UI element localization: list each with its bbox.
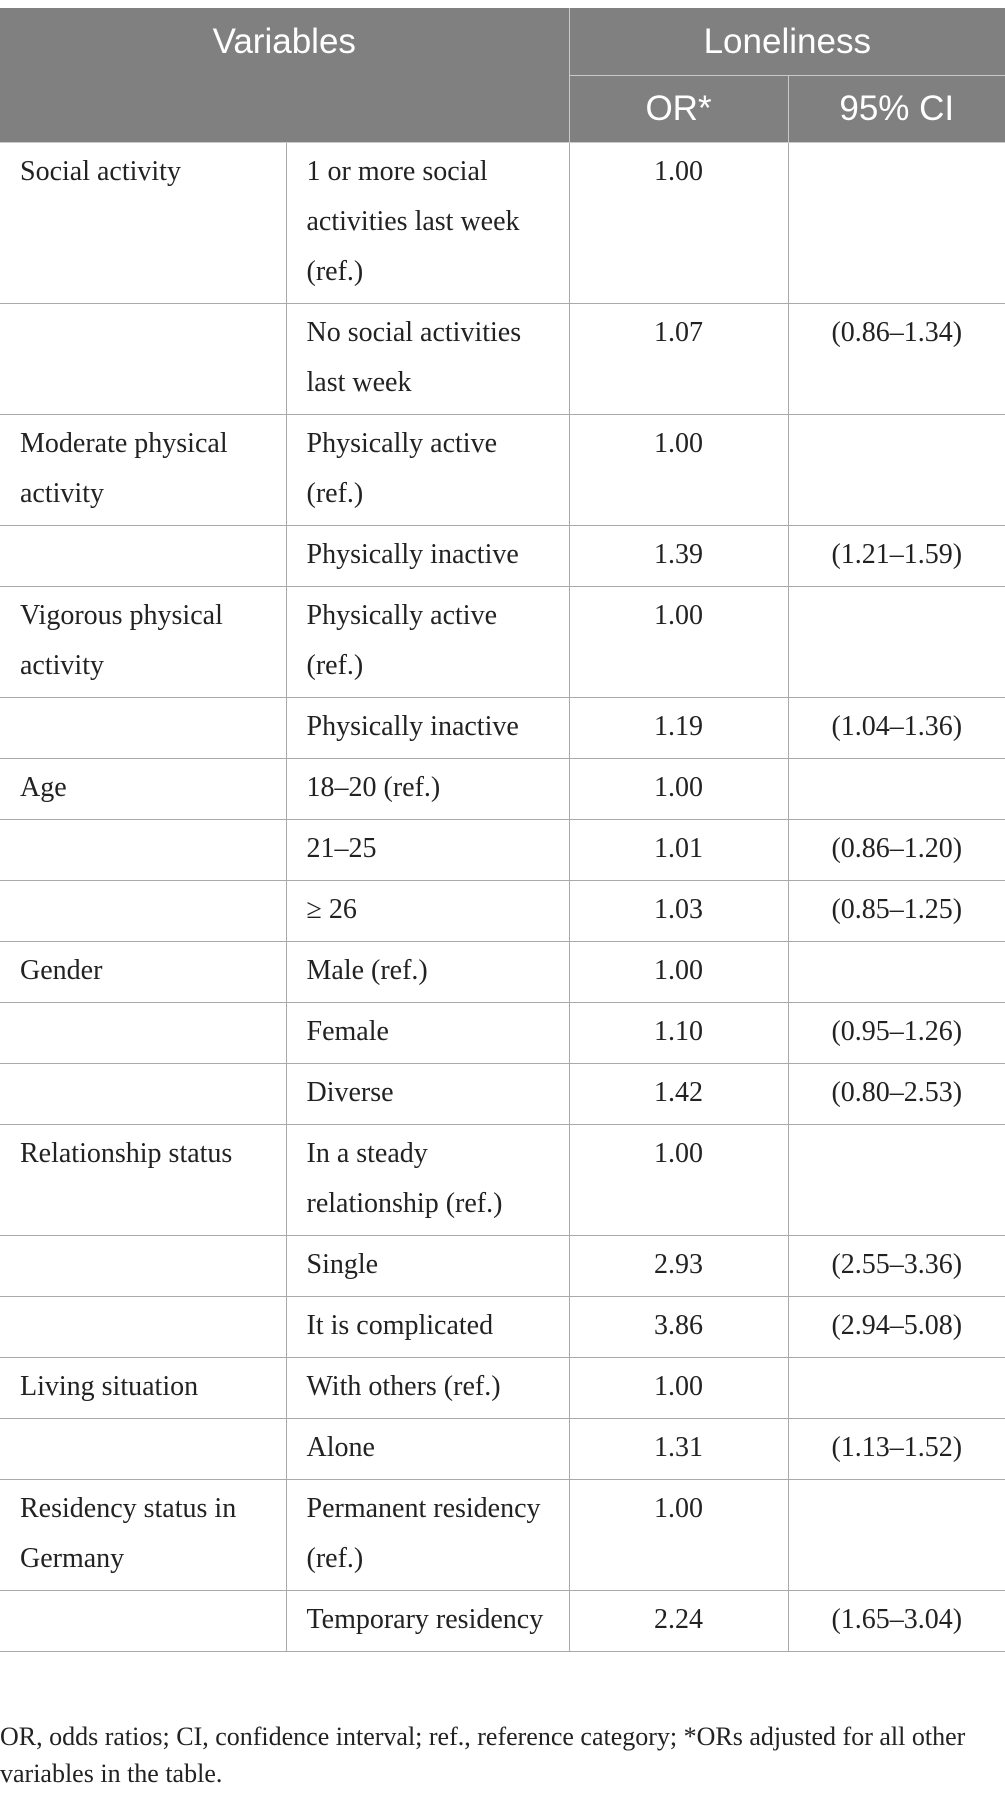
ci-cell <box>788 1480 1005 1591</box>
or-cell: 1.00 <box>569 942 788 1003</box>
category-cell: Male (ref.) <box>286 942 569 1003</box>
category-cell: It is complicated <box>286 1297 569 1358</box>
category-cell: In a steady relationship (ref.) <box>286 1125 569 1236</box>
ci-cell: (0.85–1.25) <box>788 881 1005 942</box>
category-cell: Diverse <box>286 1064 569 1125</box>
table-row <box>0 942 1005 1003</box>
or-cell: 1.07 <box>569 304 788 415</box>
table-row <box>0 1480 1005 1591</box>
table-row <box>0 1591 1005 1652</box>
variable-cell <box>0 526 286 587</box>
or-cell: 1.00 <box>569 415 788 526</box>
or-cell: 1.00 <box>569 143 788 304</box>
ci-cell <box>788 1358 1005 1419</box>
variable-cell: Relationship status <box>0 1125 286 1236</box>
or-cell: 1.31 <box>569 1419 788 1480</box>
ci-cell <box>788 942 1005 1003</box>
header-or: OR* <box>569 76 788 143</box>
variable-cell: Vigorous physical activity <box>0 587 286 698</box>
ci-cell <box>788 1125 1005 1236</box>
or-cell: 1.00 <box>569 759 788 820</box>
variable-cell <box>0 698 286 759</box>
table-row <box>0 1003 1005 1064</box>
category-cell: Permanent residency (ref.) <box>286 1480 569 1591</box>
ci-cell: (1.13–1.52) <box>788 1419 1005 1480</box>
ci-cell <box>788 587 1005 698</box>
variable-cell <box>0 1297 286 1358</box>
category-cell: Temporary residency <box>286 1591 569 1652</box>
variable-cell <box>0 881 286 942</box>
ci-cell: (1.21–1.59) <box>788 526 1005 587</box>
category-cell: With others (ref.) <box>286 1358 569 1419</box>
or-cell: 1.00 <box>569 587 788 698</box>
table-row <box>0 143 1005 304</box>
or-cell: 3.86 <box>569 1297 788 1358</box>
category-cell: Alone <box>286 1419 569 1480</box>
category-cell: Single <box>286 1236 569 1297</box>
table-row <box>0 1125 1005 1236</box>
table-row <box>0 1236 1005 1297</box>
or-cell: 1.00 <box>569 1125 788 1236</box>
category-cell: 21–25 <box>286 820 569 881</box>
table-row <box>0 415 1005 526</box>
table-row <box>0 881 1005 942</box>
variable-cell <box>0 1591 286 1652</box>
category-cell: ≥ 26 <box>286 881 569 942</box>
table-row <box>0 587 1005 698</box>
table-footnote: OR, odds ratios; CI, confidence interval; ref., reference category; *ORs adjusted for all other variables in the table. <box>0 1722 966 1788</box>
variable-cell: Residency status in Germany <box>0 1480 286 1591</box>
or-cell: 1.19 <box>569 698 788 759</box>
table-row <box>0 526 1005 587</box>
odds-ratio-table <box>0 8 1005 1652</box>
ci-cell: (0.86–1.20) <box>788 820 1005 881</box>
or-cell: 1.01 <box>569 820 788 881</box>
or-cell: 1.00 <box>569 1480 788 1591</box>
or-cell: 1.42 <box>569 1064 788 1125</box>
ci-cell: (0.86–1.34) <box>788 304 1005 415</box>
header-ci: 95% CI <box>788 76 1005 143</box>
table-row <box>0 304 1005 415</box>
category-cell: Physically inactive <box>286 526 569 587</box>
ci-cell <box>788 415 1005 526</box>
category-cell: Physically active (ref.) <box>286 587 569 698</box>
ci-cell <box>788 759 1005 820</box>
ci-cell: (0.95–1.26) <box>788 1003 1005 1064</box>
or-cell: 2.24 <box>569 1591 788 1652</box>
table-row <box>0 698 1005 759</box>
category-cell: 18–20 (ref.) <box>286 759 569 820</box>
variable-cell: Gender <box>0 942 286 1003</box>
ci-cell: (2.94–5.08) <box>788 1297 1005 1358</box>
variable-cell: Living situation <box>0 1358 286 1419</box>
variable-cell <box>0 1419 286 1480</box>
table-row <box>0 759 1005 820</box>
variable-cell <box>0 820 286 881</box>
or-cell: 1.10 <box>569 1003 788 1064</box>
or-cell: 1.00 <box>569 1358 788 1419</box>
category-cell: Physically active (ref.) <box>286 415 569 526</box>
table-row <box>0 1358 1005 1419</box>
category-cell: 1 or more social activities last week (ref.) <box>286 143 569 304</box>
category-cell: Female <box>286 1003 569 1064</box>
table-header <box>0 8 1005 143</box>
table-row <box>0 1297 1005 1358</box>
or-cell: 2.93 <box>569 1236 788 1297</box>
table-body <box>0 143 1005 1652</box>
variable-cell: Social activity <box>0 143 286 304</box>
header-variables: Variables <box>0 8 569 143</box>
table-row <box>0 1419 1005 1480</box>
or-cell: 1.03 <box>569 881 788 942</box>
category-cell: Physically inactive <box>286 698 569 759</box>
header-loneliness: Loneliness <box>569 8 1005 76</box>
ci-cell <box>788 143 1005 304</box>
variable-cell <box>0 1003 286 1064</box>
category-cell: No social activities last week <box>286 304 569 415</box>
variable-cell <box>0 304 286 415</box>
variable-cell <box>0 1236 286 1297</box>
variable-cell <box>0 1064 286 1125</box>
variable-cell: Age <box>0 759 286 820</box>
table-row <box>0 1064 1005 1125</box>
ci-cell: (0.80–2.53) <box>788 1064 1005 1125</box>
ci-cell: (2.55–3.36) <box>788 1236 1005 1297</box>
ci-cell: (1.04–1.36) <box>788 698 1005 759</box>
table-row <box>0 820 1005 881</box>
or-cell: 1.39 <box>569 526 788 587</box>
ci-cell: (1.65–3.04) <box>788 1591 1005 1652</box>
variable-cell: Moderate physical activity <box>0 415 286 526</box>
